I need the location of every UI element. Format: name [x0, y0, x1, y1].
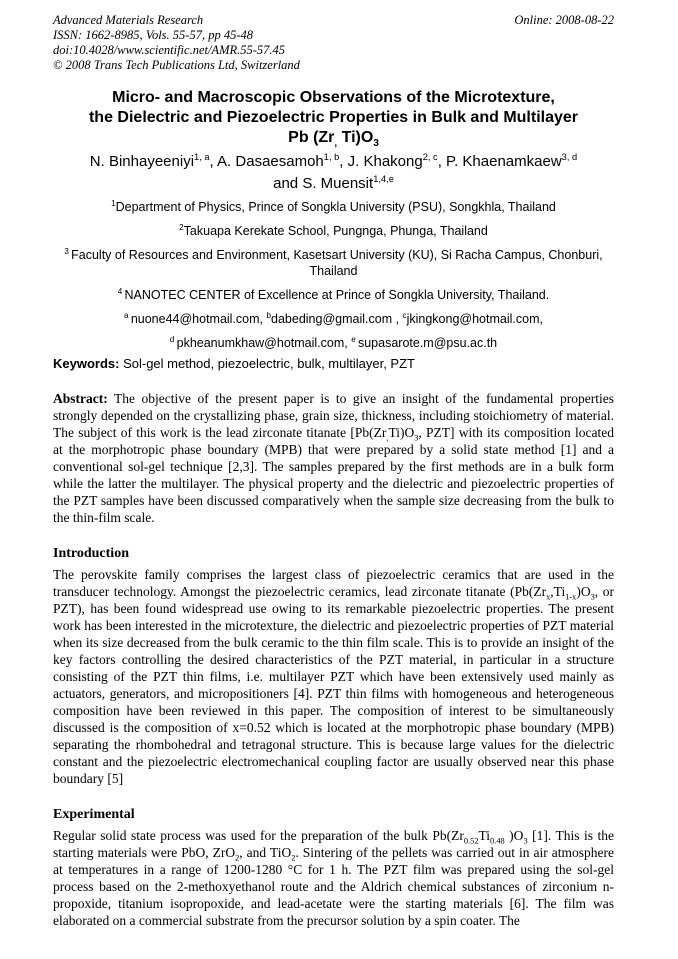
sup-run: d	[169, 334, 177, 344]
author-list	[53, 151, 614, 195]
paper-title	[53, 88, 614, 148]
affiliation-4: $^4$ NANOTEC CENTER of Excellence at Prince of Songkla University, Thailand.	[117, 286, 550, 302]
sup-run: a	[124, 310, 131, 320]
affiliation-1: $^1$Department of Physics, Prince of Songkla University (PSU), Songkhla, Thailand	[111, 198, 556, 214]
section-heading-experimental: Experimental	[53, 807, 135, 822]
sup-run: 4	[117, 286, 125, 296]
abstract-paragraph: Abstract: The objective of the present paper is to give an insight of the fundamental properties strongly depended on the crystallizing phase, grain size, thickness, including stoichiometry of material. The subject of this work is the lead zirconate titanate [$Pb(Zr_,Ti)O_3$, PZT] with its composition located at the morphotropic phase boundary (MPB) that were prepared by a solid state method [1] and a conventional sol-gel technique [2,3]. The samples prepared by the first methods are in a bulk form while the latter the multilayer. The physical property and the dielectric and piezoelectric properties of the PZT samples have been discussed comparatively when the sample size decreasing from the bulk to the thin-film scale.	[53, 391, 615, 525]
journal-name: Advanced Materials Research	[53, 13, 204, 27]
sup-run: 3	[64, 246, 72, 256]
sub-run: x	[546, 592, 551, 602]
sub-run: 3	[523, 836, 528, 846]
keywords-line: Keywords: Sol-gel method, piezoelectric, bulk, multilayer, PZT	[53, 356, 415, 371]
sup-run: 1, a	[194, 152, 210, 162]
sup-run: 1,4,e	[373, 174, 394, 184]
sub-run: ,	[334, 138, 338, 150]
title-line-formula: Pb ($Zr_,$ $Ti)O_3$	[288, 129, 379, 150]
affiliation-2: $^2$Takuapa Kerekate School, Pungnga, Phunga, Thailand	[179, 222, 488, 238]
bold-run: Keywords:	[53, 356, 120, 371]
sup-run: e	[351, 334, 358, 344]
journal-doi-line: doi:10.4028/www.scientific.net/AMR.55-57.45	[53, 43, 286, 57]
introduction-paragraph: The perovskite family comprises the largest class of piezoelectric ceramics that are used in the transducer technology. Amongst the piezoelectric ceramics, lead zirconate titanate ($Pb(Zr_x,Ti_{1-x})O_3$, or PZT), has been found widespread use owing to its remarkable piezoelectric properties. The present work has been interested in the microtexture, the dielectric and piezoelectric properties of PZT material when its size decreased from the bulk ceramic to the thin film scale. This is to provide an insight of the key factors controlling the desired characteristics of the PZT material, in particular in a structure consisting of the PZT thin films, i.e. multilayer PZT which have been extensively used mainly as actuators, generators, and micropositioners [4]. PZT thin films with homogeneous and heterogeneous composition have been reviewed in this paper. The composition of interest to be simultaneously discussed is the composition of x=0.52 which is located at the morphotropic phase boundary (MPB) separating the rhombohedral and tetragonal structure. This is because large values for the dielectric constant and the piezoelectric electromechanical coupling factor are usually observed near this phase boundary [5]	[53, 567, 614, 786]
experimental-paragraph: Regular solid state process was used for the preparation of the bulk $Pb(Zr_{0.52}Ti_{0.48}$ )$O_3$ [1]. This is the starting materials were PbO, ZrO$_2$, and TiO$_2$. Sintering of the pellets was carried out in air atmosphere at temperatures in a range of 1200-1280 °C for 1 h. The PZT film was prepared using the sol-gel process based on the 2-methoxyethanol route and the Aldrich chemical substances of zirconium n-propoxide, titanium isopropoxide, and lead-acetate were the starting materials [6]. The film was elaborated on a commercial substrate from the precursor solution by a spin coater. The	[53, 828, 615, 928]
sub-run: 3	[373, 138, 379, 150]
journal-info	[53, 13, 300, 73]
sub-run: ,	[386, 433, 389, 443]
author-emails-line-2: $^d$ pkheanumkhaw@hotmail.com, $^e$ supasarote.m@psu.ac.th	[169, 334, 498, 350]
sup-run: 1	[111, 198, 116, 208]
sub-run: 2	[235, 853, 240, 863]
sub-run: 2	[291, 853, 296, 863]
online-date: Online: 2008-08-22	[514, 13, 614, 27]
sup-run: 2	[179, 222, 184, 232]
authors-line-1: N. Binhayeeniyi$^{1, a}$, A. Dasaesamoh$^{1, b}$, J. Khakong$^{2, c}$, P. Khaenamkaew$^{3, d}$	[89, 152, 578, 170]
section-heading-introduction: Introduction	[53, 546, 129, 561]
sub-run: 3	[590, 592, 595, 602]
sup-run: b	[266, 310, 272, 320]
sub-run: 3	[414, 433, 419, 443]
bold-run: Abstract:	[53, 391, 108, 406]
sub-run: 1-x	[565, 592, 577, 602]
sup-run: 2, c	[422, 152, 438, 162]
sup-run: 1, b	[323, 152, 340, 162]
sub-run: 0.48	[490, 836, 505, 846]
journal-copyright-line: © 2008 Trans Tech Publications Ltd, Switzerland	[53, 58, 300, 72]
journal-issn-line: ISSN: 1662-8985, Vols. 55-57, pp 45-48	[53, 28, 253, 42]
sub-run: 0.52	[463, 836, 479, 846]
title-line-2: the Dielectric and Piezoelectric Properties in Bulk and Multilayer	[88, 109, 579, 126]
affiliations	[53, 199, 614, 351]
sup-run: c	[402, 310, 407, 320]
journal-header	[53, 13, 614, 73]
author-emails-line-1: $^a$ nuone44@hotmail.com, $^b$dabeding@gmail.com , $^c$jkingkong@hotmail.com,	[124, 310, 543, 326]
title-line-1: Micro- and Macroscopic Observations of the Microtexture,	[112, 89, 555, 106]
authors-line-2: and S. Muensit$^{1,4,e}$	[273, 174, 394, 192]
affiliation-3: $^3$ Faculty of Resources and Environment, Kasetsart University (KU), Si Racha Campus, Chonburi, Thailand	[64, 246, 603, 278]
sup-run: 3, d	[561, 152, 578, 162]
